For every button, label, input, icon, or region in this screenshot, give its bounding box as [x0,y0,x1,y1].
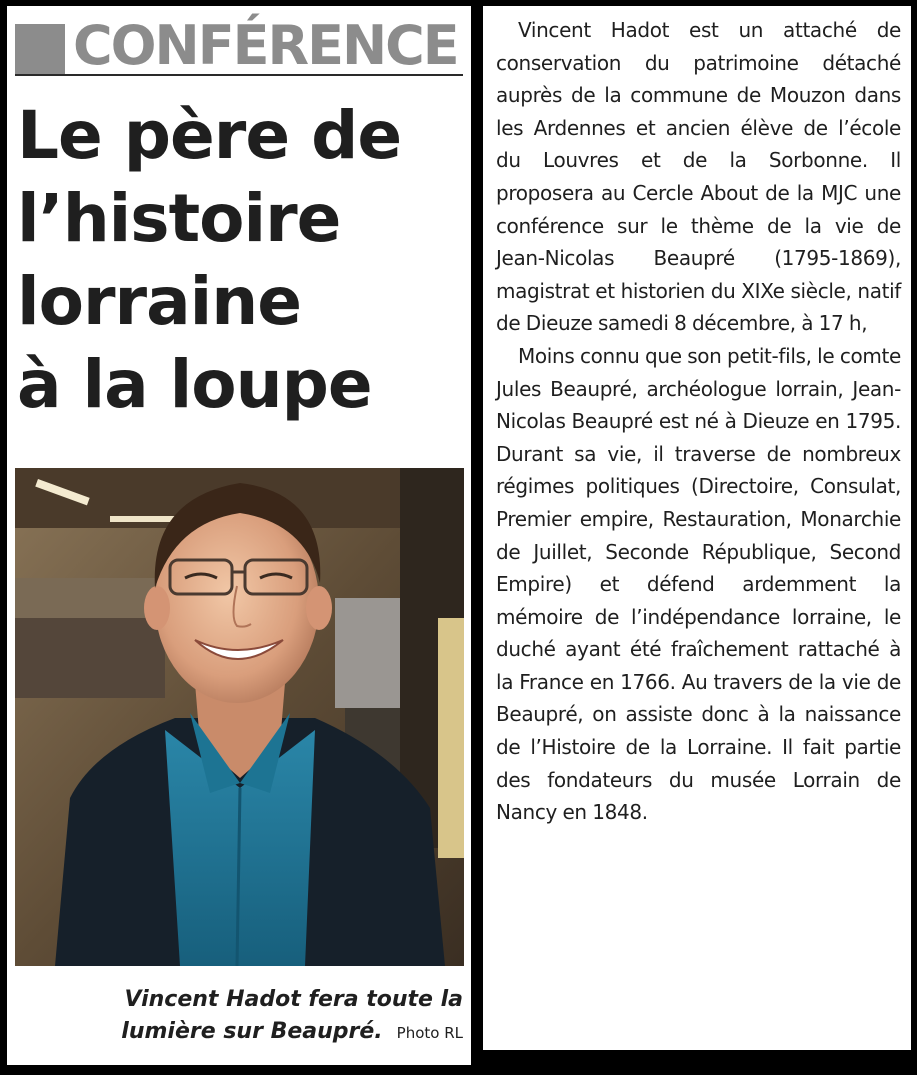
kicker-square-icon [15,24,65,74]
caption-text: lumière sur Beaupré. [121,1019,383,1044]
article-body [496,14,901,829]
caption-line-with-credit [17,1016,463,1049]
headline-line: à la loupe [17,346,372,423]
section-kicker [15,12,463,76]
photo-caption [17,984,463,1049]
headline [17,94,465,426]
caption-line: Vincent Hadot fera toute la [124,987,463,1012]
headline-line: l’histoire [17,180,341,257]
kicker-label: CONFÉRENCE [73,14,458,77]
article-right-column [483,6,911,1050]
portrait-illustration [15,468,464,966]
portrait-photo [15,468,464,966]
body-paragraph: Vincent Hadot est un attaché de conservation du patrimoine détaché auprès de la commune de Mouzon dans les Ardennes et ancien élève de l’école du Louvres et de la Sorbonne. Il proposera au Cercle About de la MJC une conférence sur le thème de la vie de Jean-Nicolas Beaupré (1795-1869), magistrat et historien du XIXe siècle, natif de Dieuze samedi 8 décembre, à 17 h, [496,18,901,336]
photo-credit: Photo RL [396,1024,463,1042]
article-left-column [7,6,471,1065]
headline-line: Le père de [17,97,402,174]
body-paragraph: Moins connu que son petit-fils, le comte Jules Beaupré, archéologue lorrain, Jean-Nicolas Beaupré est né à Dieuze en 1795. Durant sa vie, il traverse de nombreux régimes politiques (Directoire, Consulat, Premier empire, Restauration, Monarchie de Juillet, Seconde République, Second Empire) et défend ardemment la mémoire de l’indépendance lorraine, le duché ayant été fraîchement rattaché à la France en 1766. Au travers de la vie de Beaupré, on assiste donc à la naissance de l’Histoire de la Lorraine. Il fait partie des fondateurs du musée Lorrain de Nancy en 1848. [496,343,901,825]
headline-line: lorraine [17,263,301,340]
